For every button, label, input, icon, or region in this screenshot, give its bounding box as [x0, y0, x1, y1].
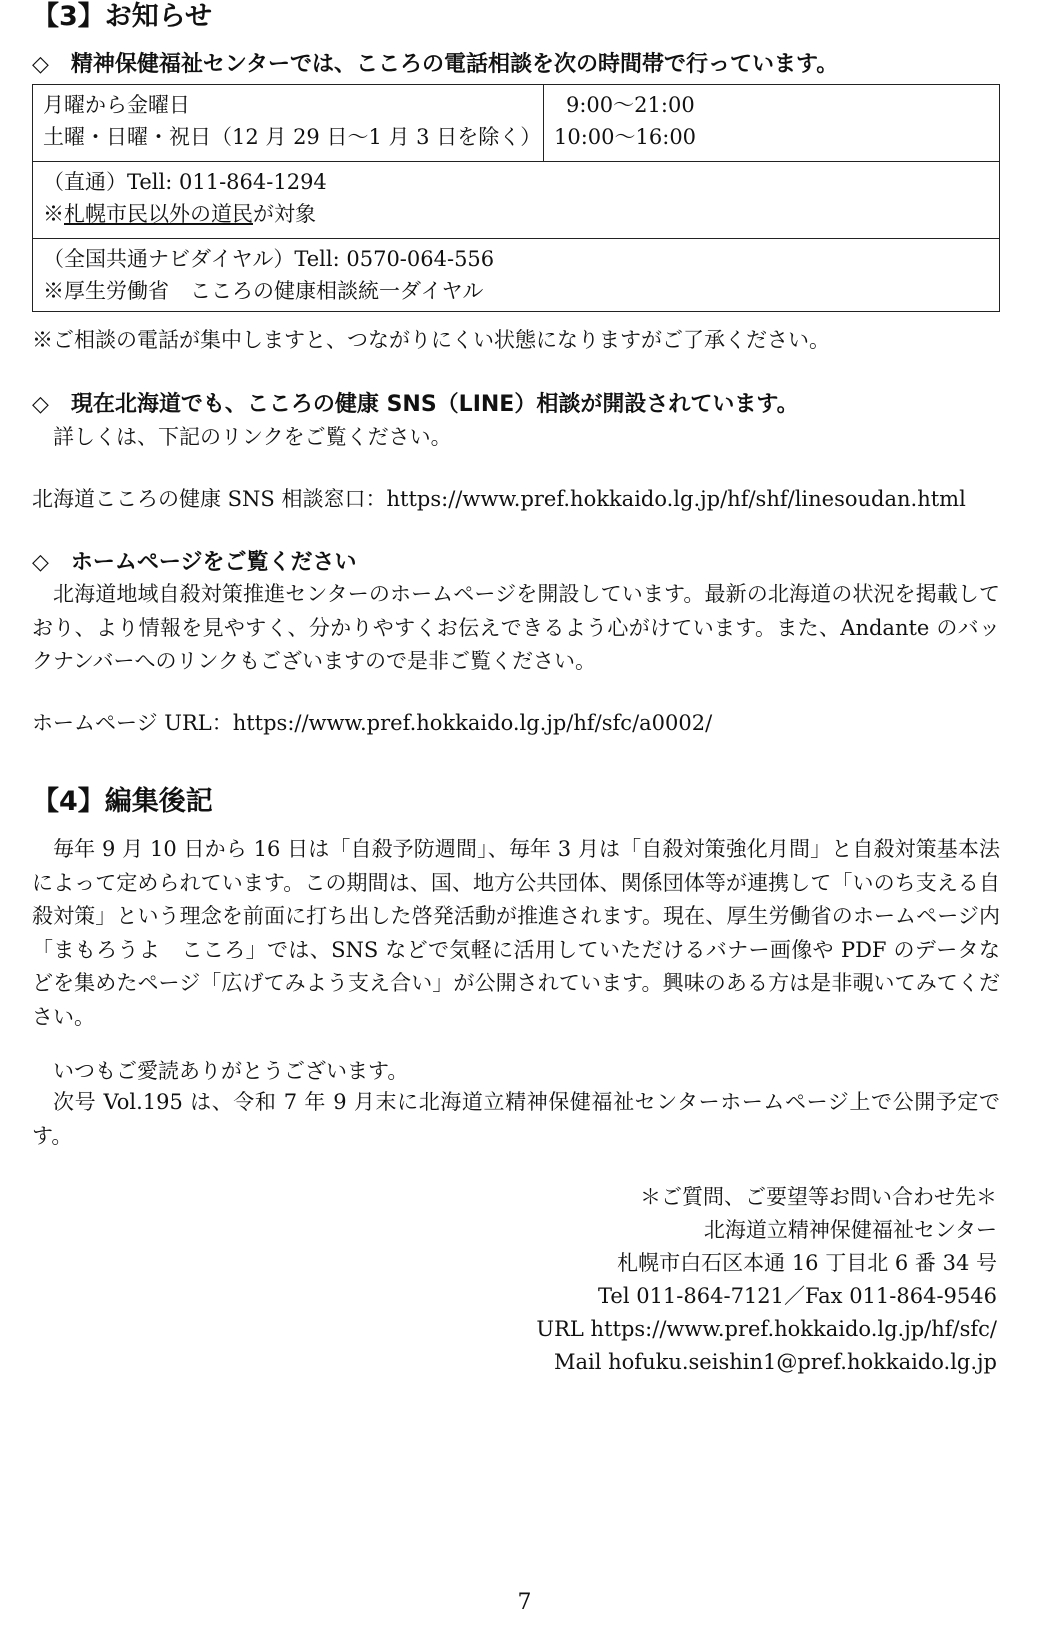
note-mark: ※ — [43, 202, 64, 226]
sns-detail: 詳しくは、下記のリンクをご覧ください。 — [53, 425, 452, 449]
section3-title: 【3】お知らせ — [32, 1, 212, 32]
contact-org: 北海道立精神保健福祉センター — [703, 1218, 997, 1242]
weekend-hours: 10:00～16:00 — [554, 125, 697, 149]
homepage-url[interactable]: ホームページ URL：https://www.pref.hokkaido.lg.jp/hf/sfc/a0002/ — [32, 711, 713, 735]
weekend-label: 土曜・日曜・祝日（12 月 29 日～1 月 3 日を除く） — [43, 125, 542, 149]
homepage-body: 北海道地域自殺対策推進センターのホームページを開設しています。最新の北海道の状況を掲載しており、より情報を見やすく、分かりやすくお伝えできるよう心がけています。また、Andante のバックナンバーへのリンクもございますので是非ご覧ください。 — [32, 582, 1000, 673]
page-number: 7 — [517, 1590, 532, 1615]
table-row — [33, 85, 1000, 162]
next-issue: 次号 Vol.195 は、令和 7 年 9 月末に北海道立精神保健福祉センターホームページ上で公開予定です。 — [32, 1090, 1000, 1148]
busy-note: ※ご相談の電話が集中しますと、つながりにくい状態になりますがご了承ください。 — [32, 328, 830, 352]
contact-url[interactable]: URL https://www.pref.hokkaido.lg.jp/hf/sfc/ — [536, 1317, 997, 1341]
contact-tel-fax: Tel 011-864-7121／Fax 011-864-9546 — [598, 1284, 997, 1308]
contact-mail[interactable]: Mail hofuku.seishin1@pref.hokkaido.lg.jp — [554, 1350, 997, 1374]
weekday-hours: 9:00～21:00 — [566, 93, 695, 117]
table-row — [33, 162, 1000, 239]
homepage-heading: ◇ ホームページをご覧ください — [32, 550, 357, 575]
weekday-label: 月曜から金曜日 — [43, 93, 190, 117]
days-cell — [33, 85, 544, 162]
direct-note — [43, 198, 989, 230]
navi-line: （全国共通ナビダイヤル）Tell: 0570-064-556 — [43, 247, 495, 271]
afterword-body: 毎年 9 月 10 日から 16 日は「自殺予防週間」、毎年 3 月は「自殺対策強化月間」と自殺対策基本法によって定められています。この期間は、国、地方公共団体、関係団体等が連携して「いのち支える自殺対策」という理念を前面に打ち出した啓発活動が推進されます。現在、厚生労働省のホームページ内「まもろうよ こころ」では、SNS などで気軽に活用していただけるバナー画像や PDF のデータなどを集めたページ「広げてみよう支え合い」が公開されています。興味のある方は是非覗いてみてください。 — [32, 837, 1000, 1029]
phone-hours-table — [32, 84, 1000, 312]
section4-title: 【4】編集後記 — [32, 786, 213, 817]
sns-link[interactable]: 北海道こころの健康 SNS 相談窓口：https://www.pref.hokkaido.lg.jp/hf/shf/linesoudan.html — [32, 487, 966, 511]
target-underlined: 札幌市民以外の道民 — [64, 202, 253, 226]
contact-address: 札幌市白石区本通 16 丁目北 6 番 34 号 — [617, 1251, 997, 1275]
table-row — [33, 239, 1000, 312]
sns-heading: ◇ 現在北海道でも、こころの健康 SNS（LINE）相談が開設されています。 — [32, 392, 799, 417]
hours-cell — [544, 85, 1000, 162]
contact-heading: ＊ご質問、ご要望等お問い合わせ先＊ — [640, 1185, 997, 1209]
target-suffix: が対象 — [253, 202, 316, 226]
navi-dial-cell — [33, 239, 1000, 312]
direct-line: （直通）Tell: 011-864-1294 — [43, 170, 327, 194]
phone-heading: ◇ 精神保健福祉センターでは、こころの電話相談を次の時間帯で行っています。 — [32, 52, 839, 77]
direct-line-cell — [33, 162, 1000, 239]
navi-note: ※厚生労働省 こころの健康相談統一ダイヤル — [43, 279, 484, 303]
thanks-line: いつもご愛読ありがとうございます。 — [53, 1059, 409, 1083]
